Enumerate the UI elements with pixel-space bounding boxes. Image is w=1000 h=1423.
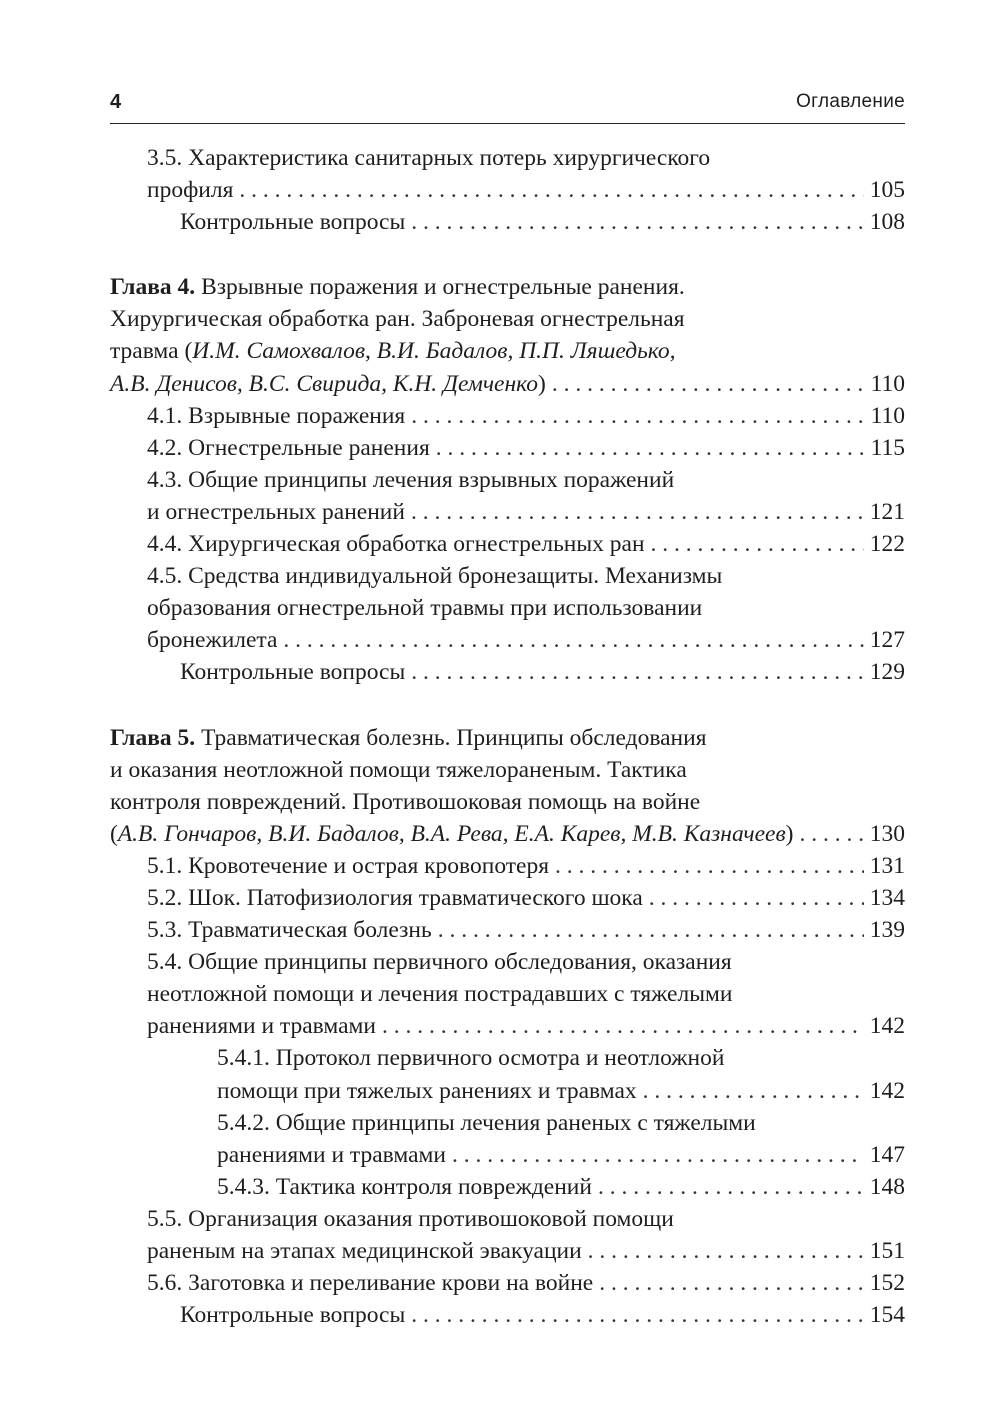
toc-entry-5-5[interactable] xyxy=(110,1235,905,1267)
toc-entry-4-4[interactable] xyxy=(110,528,905,560)
toc-page-number: 129 xyxy=(869,659,905,686)
page-header xyxy=(110,85,905,124)
toc-entry-5-4-3[interactable] xyxy=(110,1171,905,1203)
toc-page-number: 154 xyxy=(869,1302,905,1329)
toc-entry-title: Контрольные вопросы xyxy=(180,659,406,686)
dot-leader xyxy=(599,1267,864,1299)
toc-entry-title: Контрольные вопросы xyxy=(180,209,406,236)
toc-entry-title: ранениями и травмами xyxy=(147,1013,376,1040)
toc-page-number: 110 xyxy=(870,402,905,429)
toc-entry-4-5-line2: образования огнестрельной травмы при использовании xyxy=(147,595,703,622)
chapter-authors: И.М. Самохвалов, В.И. Бадалов, П.П. Ляшедько, xyxy=(192,338,676,365)
toc-entry-5-4-2-line1[interactable]: 5.4.2. Общие принципы лечения раненых с тяжелыми xyxy=(217,1109,756,1136)
dot-leader xyxy=(382,1010,864,1042)
toc-entry-questions-ch4[interactable] xyxy=(110,656,905,688)
toc-entry-4-2[interactable] xyxy=(110,432,905,464)
toc-page-number: 152 xyxy=(869,1270,905,1297)
chapter-5-heading-line3: контроля повреждений. Противошоковая помощь на войне xyxy=(110,788,701,815)
toc-page-number: 127 xyxy=(869,627,905,654)
chapter-label: Глава 5. xyxy=(110,724,196,751)
toc-entry-title: 4.2. Огнестрельные ранения xyxy=(147,434,430,461)
toc-entry-5-6[interactable] xyxy=(110,1267,905,1299)
toc-page-number: 147 xyxy=(869,1141,905,1168)
toc-page-number: 142 xyxy=(869,1077,905,1104)
toc-entry-title: ранениями и травмами xyxy=(217,1141,446,1168)
toc-page-number: 151 xyxy=(869,1238,905,1264)
chapter-4-heading-line1[interactable]: Глава 4. Взрывные поражения и огнестрельные ранения. xyxy=(110,274,685,301)
dot-leader xyxy=(555,850,864,882)
toc-page-number: 139 xyxy=(869,917,905,944)
dot-leader xyxy=(552,368,865,400)
toc-entry-4-5-line1[interactable]: 4.5. Средства индивидуальной бронезащиты. Механизмы xyxy=(147,563,723,590)
dot-leader xyxy=(239,174,863,206)
toc-page-number: 148 xyxy=(869,1173,905,1200)
toc-entry-3-5[interactable] xyxy=(110,174,905,206)
toc-entry-5-4-line2: неотложной помощи и лечения пострадавших с тяжелыми xyxy=(147,981,733,1008)
toc-entry-title: бронежилета xyxy=(147,627,278,654)
toc-entry-title: 5.1. Кровотечение и острая кровопотеря xyxy=(147,852,550,879)
toc-entry-4-3-line1[interactable]: 4.3. Общие принципы лечения взрывных поражений xyxy=(147,466,675,493)
dot-leader xyxy=(411,496,864,528)
toc-entry-5-3[interactable] xyxy=(110,914,905,946)
dot-leader xyxy=(452,1139,864,1171)
toc-entry-5-4-2[interactable] xyxy=(110,1139,905,1171)
toc-page-number: 134 xyxy=(869,884,905,911)
dot-leader xyxy=(411,206,863,238)
toc-entry-4-3[interactable] xyxy=(110,496,905,528)
toc-page-number: 121 xyxy=(869,498,905,525)
chapter-label: Глава 4. xyxy=(110,274,196,301)
dot-leader xyxy=(436,432,865,464)
toc-entry-title: профиля xyxy=(147,177,234,204)
toc-entry-title: 4.4. Хирургическая обработка огнестрельных ран xyxy=(147,531,645,558)
dot-leader xyxy=(799,818,863,850)
dot-leader xyxy=(411,400,864,432)
toc-entry-title: 5.6. Заготовка и переливание крови на войне xyxy=(147,1270,594,1297)
chapter-4-heading-line3: травма (И.М. Самохвалов, В.И. Бадалов, П.П. Ляшедько, xyxy=(110,338,676,365)
toc-page-number: 130 xyxy=(869,820,905,847)
table-of-contents xyxy=(110,142,905,1331)
dot-leader xyxy=(411,656,863,688)
toc-entry-title: 5.4.3. Тактика контроля повреждений xyxy=(217,1173,592,1200)
toc-page-number: 131 xyxy=(869,852,905,879)
toc-entry-title: Контрольные вопросы xyxy=(180,1302,406,1329)
toc-entry-title: и огнестрельных ранений xyxy=(147,498,405,525)
chapter-4-entry[interactable]: А.В. Денисов, В.С. Свирида, К.Н. Демченко) . . . 110 xyxy=(110,368,905,400)
toc-page-number: 110 xyxy=(870,370,905,397)
page-number: 4 xyxy=(110,91,122,113)
toc-page-number: 108 xyxy=(869,209,905,236)
toc-page-number: 105 xyxy=(869,177,905,204)
toc-entry-title: раненым на этапах медицинской эвакуации xyxy=(147,1238,582,1264)
toc-entry-title: 4.1. Взрывные поражения xyxy=(147,402,406,429)
toc-entry-4-5[interactable] xyxy=(110,624,905,656)
dot-leader xyxy=(438,914,864,946)
chapter-5-heading-line2: и оказания неотложной помощи тяжелораненым. Тактика xyxy=(110,756,687,783)
toc-entry-5-4-1-line1[interactable]: 5.4.1. Протокол первичного осмотра и неотложной xyxy=(217,1045,725,1072)
toc-entry-3-5-line1[interactable]: 3.5. Характеристика санитарных потерь хирургического xyxy=(147,145,711,171)
toc-entry-4-1[interactable] xyxy=(110,400,905,432)
dot-leader xyxy=(283,624,863,656)
dot-leader xyxy=(651,528,864,560)
running-head: Оглавление xyxy=(796,91,905,112)
dot-leader xyxy=(598,1171,864,1203)
toc-entry-5-4-1[interactable] xyxy=(110,1075,905,1107)
toc-entry-title: 5.2. Шок. Патофизиология травматического шока xyxy=(147,884,643,911)
dot-leader xyxy=(411,1299,863,1331)
toc-entry-title: помощи при тяжелых ранениях и травмах xyxy=(217,1077,637,1104)
toc-entry-questions-ch5[interactable] xyxy=(110,1299,905,1331)
dot-leader xyxy=(649,882,864,914)
toc-page-number: 122 xyxy=(869,531,905,558)
chapter-5-heading-line1[interactable]: Глава 5. Травматическая болезнь. Принципы обследования xyxy=(110,724,707,751)
toc-page-number: 142 xyxy=(869,1013,905,1040)
chapter-4-heading-line2: Хирургическая обработка ран. Заброневая огнестрельная xyxy=(110,306,685,333)
toc-page-number: 115 xyxy=(870,434,905,461)
toc-entry-5-2[interactable] xyxy=(110,882,905,914)
toc-entry-5-4[interactable] xyxy=(110,1010,905,1042)
chapter-authors: А.В. Денисов, В.С. Свирида, К.Н. Демченко xyxy=(110,370,538,397)
dot-leader xyxy=(588,1235,864,1267)
toc-entry-title: 5.3. Травматическая болезнь xyxy=(147,917,432,944)
chapter-5-entry[interactable]: (А.В. Гончаров, В.И. Бадалов, В.А. Рева, Е.А. Карев, М.В. Казначеев) . . . 130 xyxy=(110,818,905,850)
toc-entry-5-1[interactable] xyxy=(110,850,905,882)
chapter-authors: А.В. Гончаров, В.И. Бадалов, В.А. Рева, Е.А. Карев, М.В. Казначеев xyxy=(117,820,786,847)
toc-entry-5-5-line1[interactable]: 5.5. Организация оказания противошоковой помощи xyxy=(147,1205,674,1232)
toc-entry-questions-ch3[interactable] xyxy=(110,206,905,238)
toc-entry-5-4-line1[interactable]: 5.4. Общие принципы первичного обследования, оказания xyxy=(147,949,732,976)
dot-leader xyxy=(643,1075,864,1107)
